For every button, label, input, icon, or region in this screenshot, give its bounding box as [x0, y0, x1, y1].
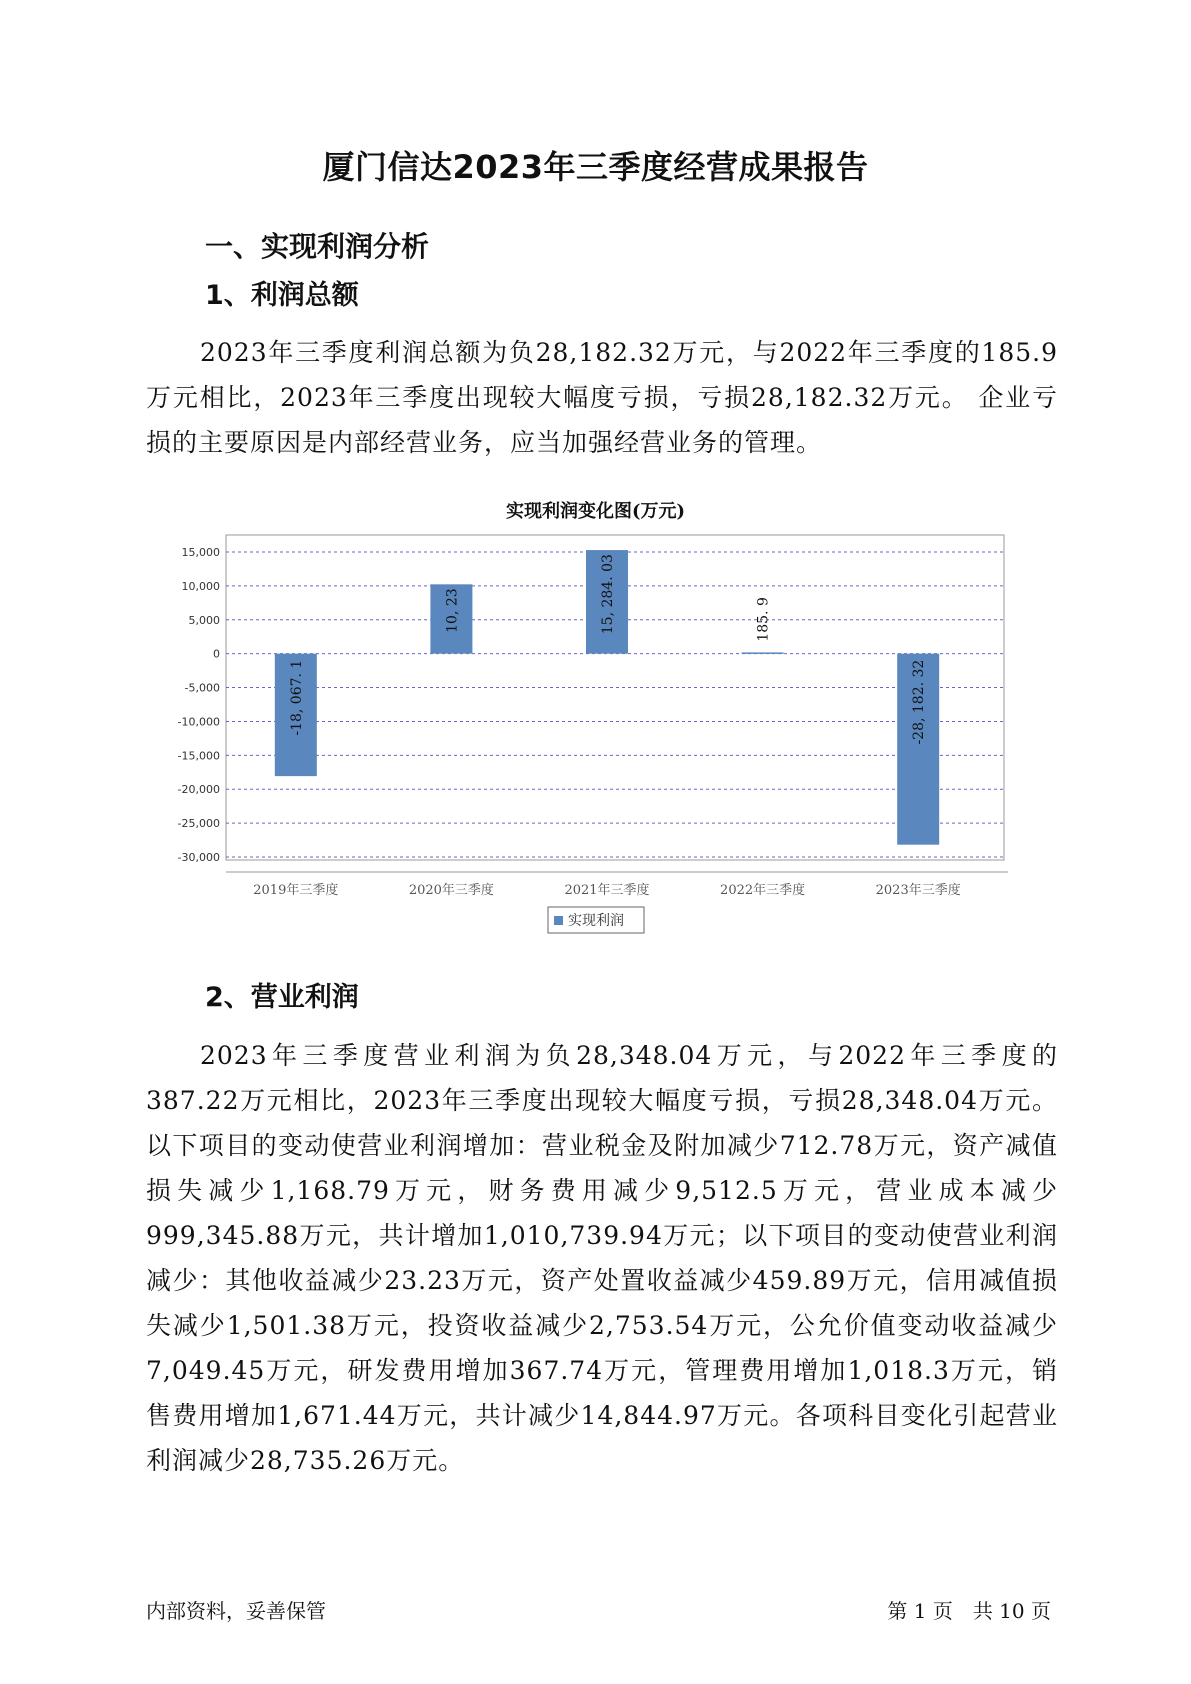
chart-plot-area: [178, 535, 1008, 933]
operating-profit-paragraph: 2023年三季度营业利润为负28,348.04万元，与2022年三季度的387.22万元相比，2023年三季度出现较大幅度亏损，亏损28,348.04万元。 以下项目的变动使营业利润增加：营业税金及附加减少712.78万元，资产减值损失减少1,168.79万元，财务费用减少9,512.5万元，营业成本减少999,345.88万元，共计增加1,010,739.94万元；以下项目的变动使营业利润减少：其他收益减少23.23万元，资产处置收益减少459.89万元，信用减值损失减少1,501.38万元，投资收益减少2,753.54万元，公允价值变动收益减少7,049.45万元，研发费用增加367.74万元，管理费用增加1,018.3万元，销售费用增加1,671.44万元，共计减少14,844.97万元。各项科目变化引起营业利润减少28,735.26万元。: [146, 1041, 1058, 1475]
y-tick-label: -30,000: [177, 851, 220, 864]
bar: [742, 652, 784, 654]
y-tick-label: -5,000: [184, 681, 220, 695]
x-category-label: 2019年三季度: [253, 883, 339, 898]
footer-page-number: 第 1 页 共 10 页: [887, 1599, 1051, 1623]
y-tick-label: 15,000: [181, 546, 220, 559]
bar-data-label: 185. 9: [755, 597, 772, 642]
footer-confidential-note: 内部资料，妥善保管: [146, 1599, 326, 1623]
total-profit-paragraph: 2023年三季度利润总额为负28,182.32万元，与2022年三季度的185.9万元相比，2023年三季度出现较大幅度亏损，亏损28,182.32万元。 企业亏损的主要原因是内部经营业务，应当加强经营业务的管理。: [146, 338, 1058, 457]
x-category-label: 2020年三季度: [408, 883, 494, 898]
report-title: 厦门信达2023年三季度经营成果报告: [322, 148, 869, 186]
chart-title: 实现利润变化图(万元): [505, 501, 686, 522]
y-tick-label: 0: [213, 647, 220, 661]
legend-label: 实现利润: [568, 913, 624, 929]
y-tick-label: -25,000: [177, 817, 220, 831]
bar-data-label: -18, 067. 1: [288, 659, 305, 736]
bar-data-label: 10, 23: [444, 588, 461, 633]
subsection-heading-total-profit: 1、利润总额: [205, 280, 359, 311]
section-heading-profit-analysis: 一、实现利润分析: [205, 230, 430, 263]
subsection-heading-operating-profit: 2、营业利润: [205, 982, 359, 1013]
y-tick-label: 5,000: [188, 613, 220, 627]
bar-data-label: -28, 182. 32: [911, 659, 928, 745]
legend-swatch: [554, 916, 563, 925]
x-category-label: 2022年三季度: [720, 883, 806, 898]
y-tick-label: 10,000: [181, 579, 220, 593]
x-category-label: 2021年三季度: [564, 883, 650, 898]
y-tick-label: -20,000: [177, 783, 220, 797]
bar-data-label: 15, 284. 03: [600, 554, 616, 635]
x-category-label: 2023年三季度: [875, 883, 961, 898]
y-tick-label: -15,000: [177, 749, 220, 763]
y-tick-label: -10,000: [177, 715, 220, 729]
